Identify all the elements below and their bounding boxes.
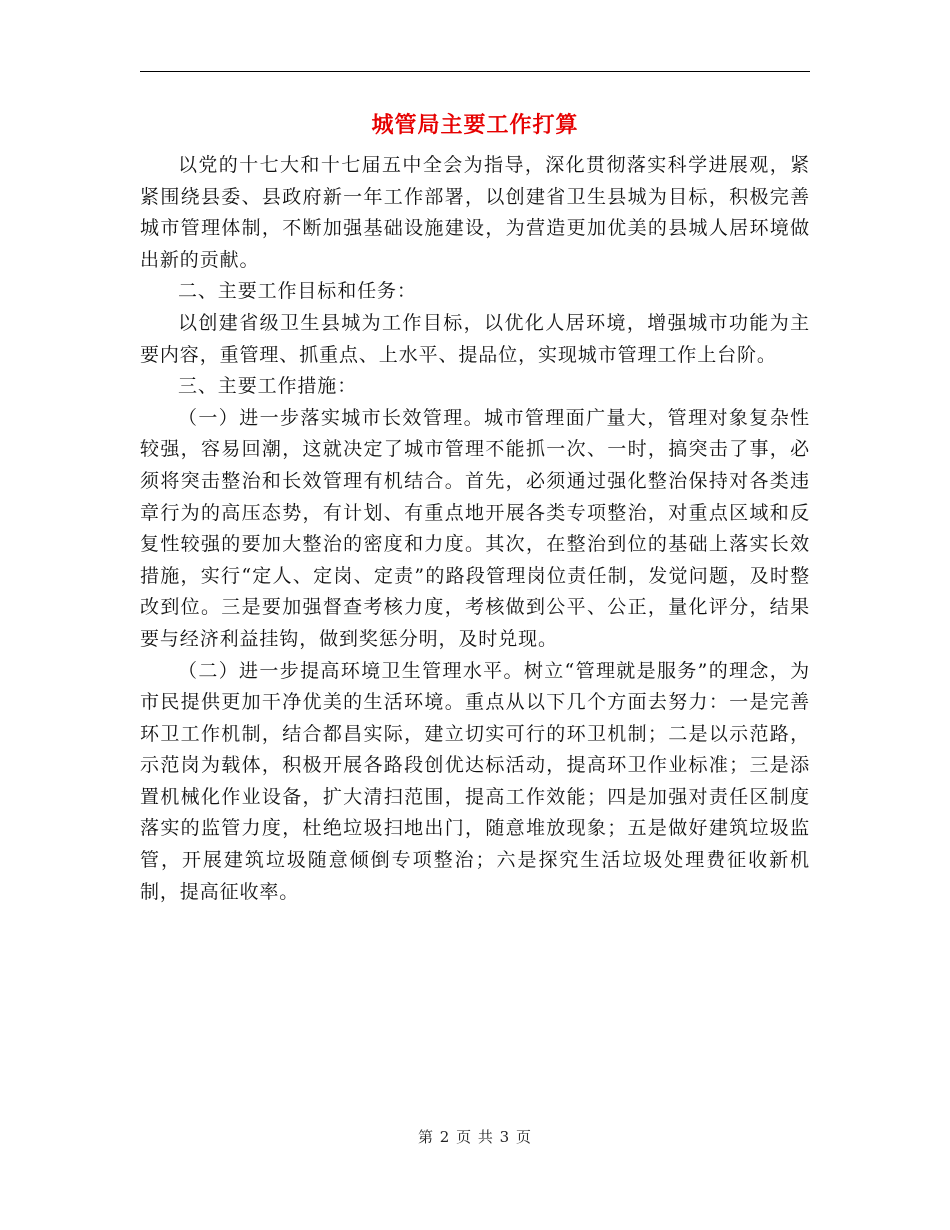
page-number-footer: 第 2 页 共 3 页 — [418, 1128, 532, 1146]
document-body — [140, 150, 810, 908]
paragraph-measure-2: （二）进一步提高环境卫生管理水平。树立“管理就是服务”的理念，为市民提供更加干净优美的生活环境。重点从以下几个方面去努力：一是完善环卫工作机制，结合都昌实际，建立切实可行的环卫机制；二是以示范路，示范岗为载体，积极开展各路段创优达标活动，提高环卫作业标准；三是添置机械化作业设备，扩大清扫范围，提高工作效能；四是加强对责任区制度落实的监管力度，杜绝垃圾扫地出门，随意堆放现象；五是做好建筑垃圾监管，开展建筑垃圾随意倾倒专项整治；六是探究生活垃圾处理费征收新机制，提高征收率。 — [140, 659, 810, 903]
document-title: 城管局主要工作打算 — [371, 112, 579, 138]
section-heading-measures: 三、主要工作措施： — [178, 375, 358, 398]
paragraph-measure-1: （一）进一步落实城市长效管理。城市管理面广量大，管理对象复杂性较强，容易回潮，这就决定了城市管理不能抓一次、一时，搞突击了事，必须将突击整治和长效管理有机结合。首先，必须通过强化整治保持对各类违章行为的高压态势，有计划、有重点地开展各类专项整治，对重点区域和反复性较强的要加大整治的密度和力度。其次，在整治到位的基础上落实长效措施，实行“定人、定岗、定责”的路段管理岗位责任制，发觉问题，及时整改到位。三是要加强督查考核力度，考核做到公平、公正，量化评分，结果要与经济利益挂钩，做到奖惩分明，及时兑现。 — [140, 406, 810, 650]
paragraph-intro: 以党的十七大和十七届五中全会为指导，深化贯彻落实科学进展观，紧紧围绕县委、县政府新一年工作部署，以创建省卫生县城为目标，积极完善城市管理体制，不断加强基础设施建设，为营造更加优美的县城人居环境做出新的贡献。 — [140, 154, 810, 271]
section-heading-goals: 二、主要工作目标和任务： — [178, 280, 417, 303]
header-rule — [140, 71, 810, 72]
paragraph-goals: 以创建省级卫生县城为工作目标，以优化人居环境，增强城市功能为主要内容，重管理、抓重点、上水平、提品位，实现城市管理工作上台阶。 — [140, 311, 810, 366]
